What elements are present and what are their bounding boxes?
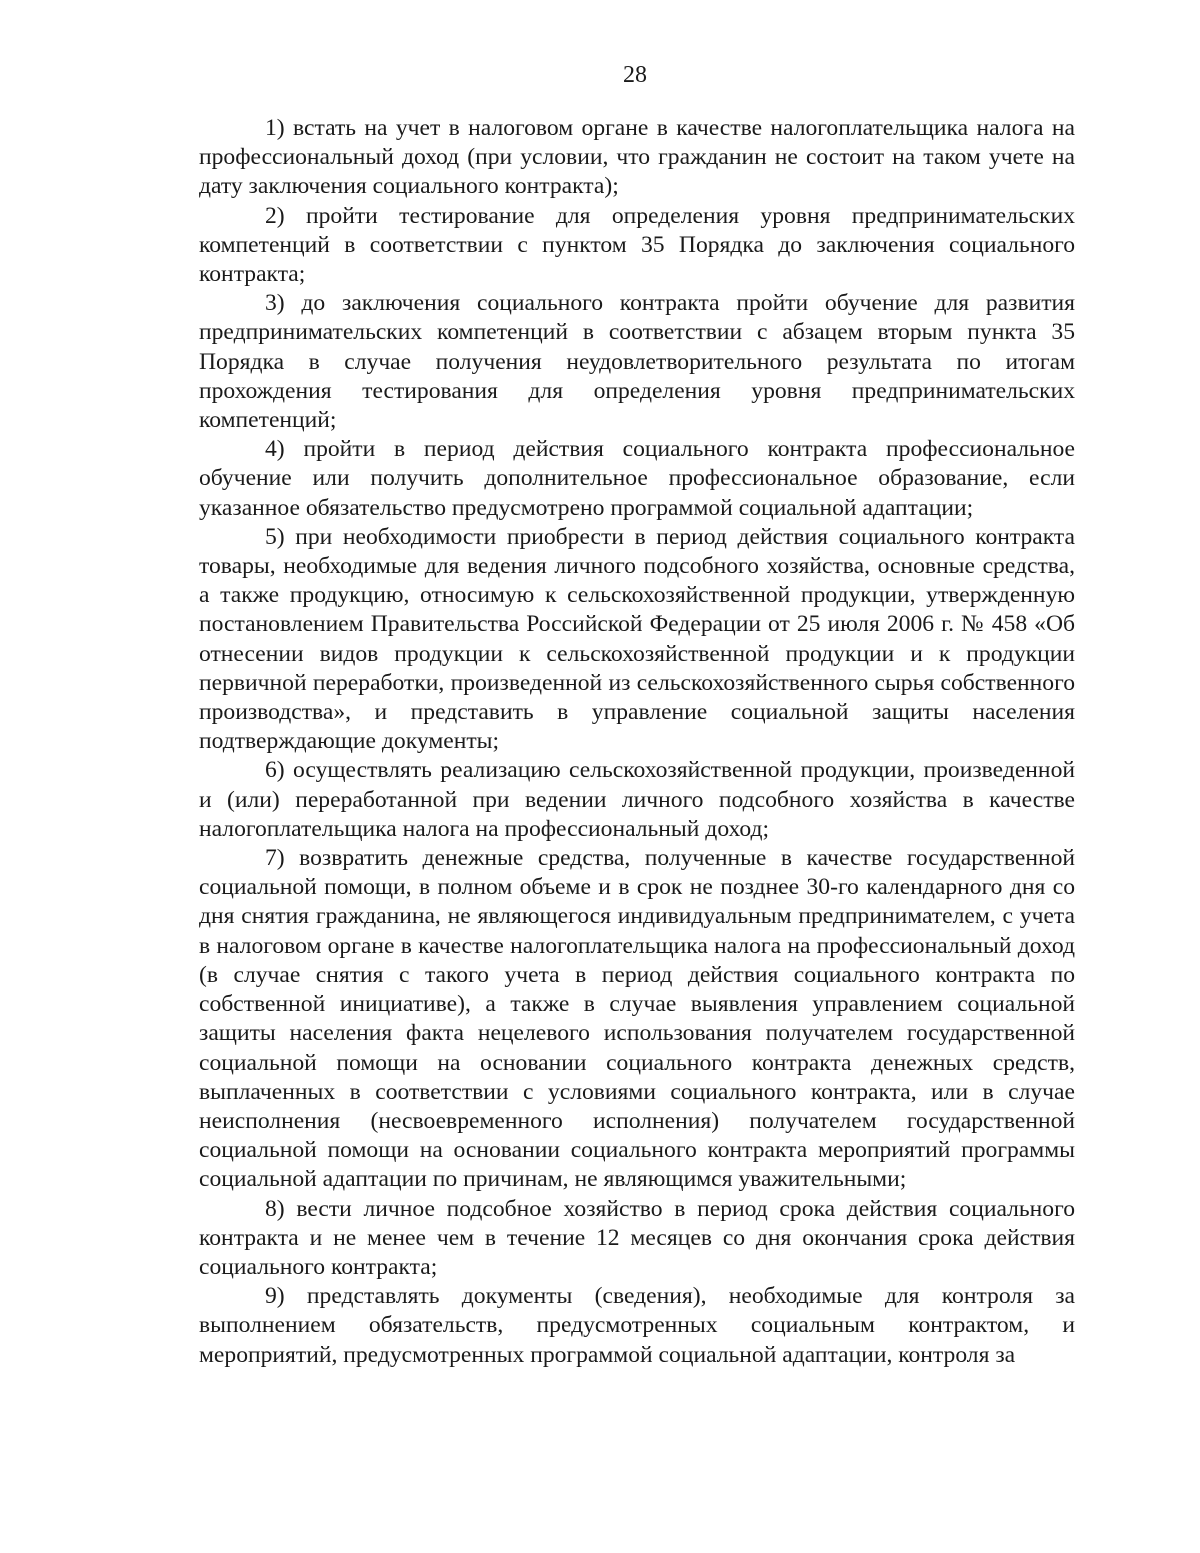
paragraph-item-9: 9) представлять документы (сведения), необходимые для контроля за выполнением обязательств, предусмотренных социальным контрактом, и мероприятий, предусмотренных программой социальной адаптации, контроля за (199, 1283, 1075, 1368)
paragraph-item-2: 2) пройти тестирование для определения уровня предпринимательских компетенций в соответствии с пунктом 35 Порядка до заключения социального контракта; (199, 202, 1075, 288)
document-body (199, 114, 1075, 1370)
paragraph-item-7: 7) возвратить денежные средства, полученные в качестве государственной социальной помощи, в полном объеме и в срок не позднее 30-го календарного дня со дня снятия гражданина, не являющегося индивидуальным предпринимателем, с учета в налоговом органе в качестве налогоплательщика налога на профессиональный доход (в случае снятия с такого учета в период действия социального контракта по собственной инициативе), а также в случае выявления управлением социальной защиты населения факта нецелевого использования получателем государственной социальной помощи на основании социального контракта денежных средств, выплаченных в соответствии с условиями социального контракта, или в случае неисполнения (несвоевременного исполнения) получателем государственной социальной помощи на основании социального контракта мероприятий программы социальной адаптации по причинам, не являющимся уважительными; (199, 845, 1075, 1193)
paragraph-item-5: 5) при необходимости приобрести в период действия социального контракта товары, необходимые для ведения личного подсобного хозяйства, основные средства, а также продукцию, относимую к сельскохозяйственной продукции, утвержденную постановлением Правительства Российской Федерации от 25 июля 2006 г. № 458 «Об отнесении видов продукции к сельскохозяйственной продукции и к продукции первичной переработки, произведенной из сельскохозяйственного сырья собственного производства», и представить в управление социальной защиты населения подтверждающие документы; (199, 523, 1075, 755)
page-number: 28 (623, 62, 647, 88)
paragraph-item-4: 4) пройти в период действия социального контракта профессиональное обучение или получить дополнительное профессиональное образование, если указанное обязательство предусмотрено программой социальной адаптации; (199, 436, 1075, 521)
paragraph-item-6: 6) осуществлять реализацию сельскохозяйственной продукции, произведенной и (или) переработанной при ведении личного подсобного хозяйства в качестве налогоплательщика налога на профессиональный доход; (199, 757, 1075, 842)
paragraph-item-3: 3) до заключения социального контракта пройти обучение для развития предпринимательских компетенций в соответствии с абзацем вторым пункта 35 Порядка в случае получения неудовлетворительного результата по итогам прохождения тестирования для определения уровня предпринимательских компетенций; (199, 290, 1075, 434)
paragraph-item-1: 1) встать на учет в налоговом органе в качестве налогоплательщика налога на профессиональный доход (при условии, что гражданин не состоит на таком учете на дату заключения социального контракта); (199, 115, 1075, 200)
paragraph-item-8: 8) вести личное подсобное хозяйство в период срока действия социального контракта и не менее чем в течение 12 месяцев со дня окончания срока действия социального контракта; (199, 1195, 1075, 1280)
